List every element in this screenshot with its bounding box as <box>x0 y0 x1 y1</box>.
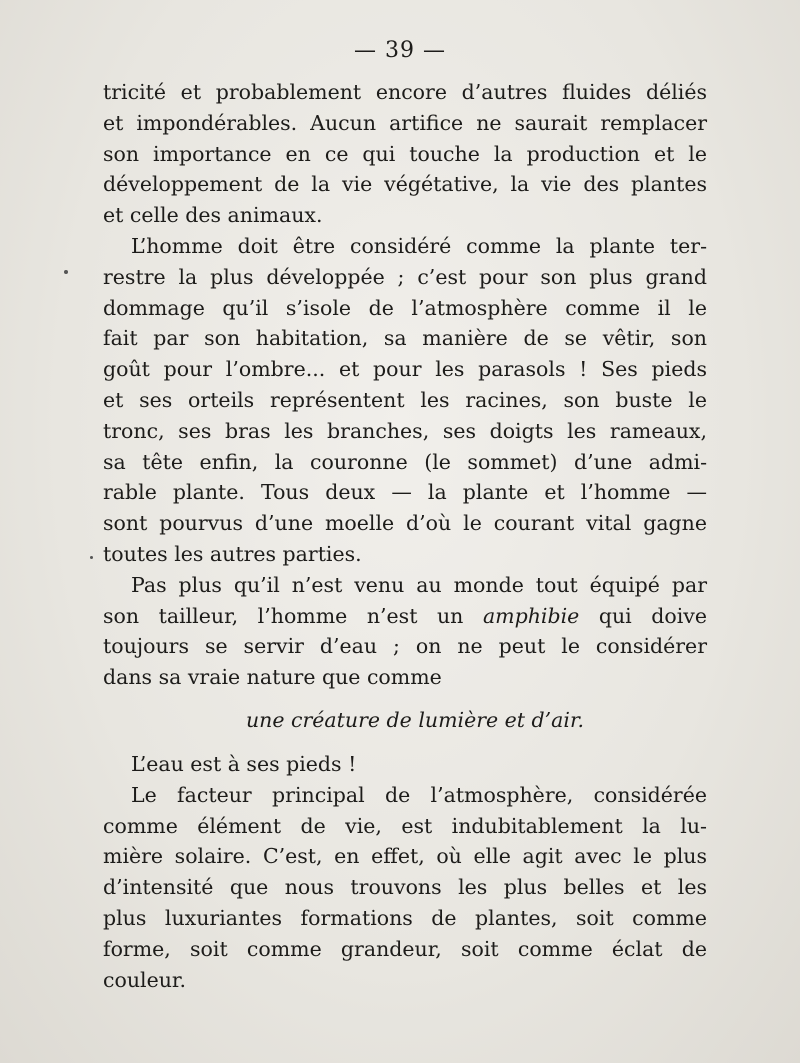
text-line: Pas plus qu’il n’est venu au monde tout équipé par <box>131 572 707 597</box>
text-line: tronc, ses bras les branches, ses doigts les rameaux, <box>103 418 707 443</box>
text-line: toujours se servir d’eau ; on ne peut le considérer <box>103 634 707 659</box>
text-line: rable plante. Tous deux — la plante et l’homme — <box>103 480 707 505</box>
body-text <box>103 77 707 995</box>
text-line: sa tête enfin, la couronne (le sommet) d’une admi- <box>103 449 707 474</box>
text-line: dommage qu’il s’isole de l’atmosphère comme il le <box>103 295 707 320</box>
text-line: restre la plus développée ; c’est pour son plus grand <box>103 264 707 289</box>
text-line: L’eau est à ses pieds ! <box>131 751 357 776</box>
centered-italic-statement: une créature de lumière et d’air. <box>245 707 585 732</box>
text-line: L’homme doit être considéré comme la plante ter- <box>131 233 707 258</box>
text-line: couleur. <box>103 967 186 992</box>
text-line-with-italic <box>103 601 707 632</box>
paper-speck <box>90 556 93 559</box>
text-line: et celle des animaux. <box>103 203 323 228</box>
paragraph <box>103 231 707 570</box>
text-line: Le facteur principal de l’atmosphère, considérée <box>131 782 707 807</box>
text-line: dans sa vraie nature que comme <box>103 665 442 690</box>
text-line: goût pour l’ombre... et pour les parasols ! Ses pieds <box>103 357 707 382</box>
text-line: tricité et probablement encore d’autres fluides déliés <box>103 80 707 104</box>
text-line: toutes les autres parties. <box>103 541 362 566</box>
text-fragment: son tailleur, l’homme n’est un <box>103 603 483 628</box>
text-line: et impondérables. Aucun artifice ne saurait remplacer <box>103 110 707 135</box>
paragraph <box>103 780 707 996</box>
text-fragment: qui doive <box>579 603 707 628</box>
text-line: mière solaire. C’est, en effet, où elle agit avec le plus <box>103 844 707 869</box>
text-line: développement de la vie végétative, la vie des plantes <box>103 172 707 197</box>
paragraph <box>103 749 707 780</box>
text-line: forme, soit comme grandeur, soit comme éclat de <box>103 936 707 961</box>
text-line: plus luxuriantes formations de plantes, soit comme <box>103 905 707 930</box>
text-line: son importance en ce qui touche la production et le <box>103 141 707 166</box>
paper-speck <box>64 270 68 274</box>
paragraph <box>103 77 707 231</box>
text-line: et ses orteils représentent les racines, son buste le <box>103 387 707 412</box>
text-line: d’intensité que nous trouvons les plus belles et les <box>103 875 707 900</box>
page-number: — 39 — <box>354 38 446 63</box>
text-line: sont pourvus d’une moelle d’où le courant vital gagne <box>103 511 707 536</box>
text-line: comme élément de vie, est indubitablement la lu- <box>103 813 707 838</box>
text-line: fait par son habitation, sa manière de se vêtir, son <box>103 326 707 351</box>
paragraph <box>103 570 707 693</box>
italic-word: amphibie <box>482 603 580 628</box>
